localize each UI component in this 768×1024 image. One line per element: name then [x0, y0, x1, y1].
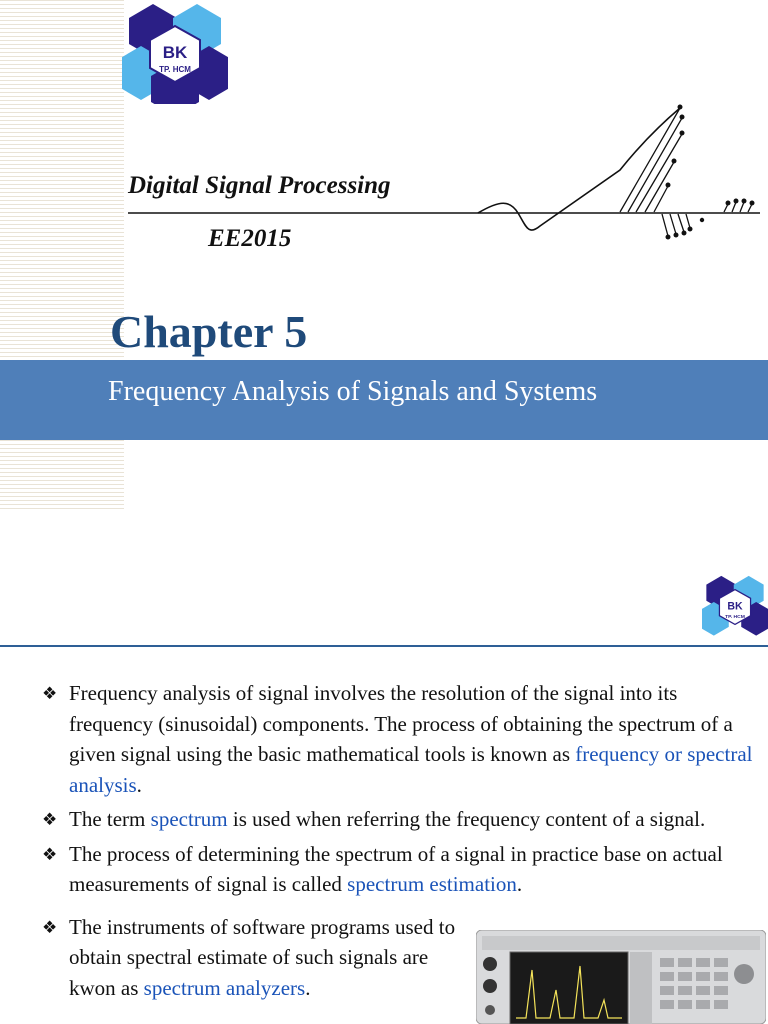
content-slide — [0, 560, 768, 1024]
bullet-text-end: . — [136, 772, 142, 797]
bullet-text: The term — [69, 807, 151, 831]
bullet-text: The process of determining the spectrum of a signal in practice base on actual measurements of signal is called — [69, 841, 723, 896]
diamond-bullet-icon: ❖ — [42, 810, 58, 829]
bullet-item — [42, 912, 469, 1004]
bk-logo-icon — [702, 574, 768, 640]
bullet-text-end: . — [516, 872, 523, 896]
diamond-bullet-icon: ❖ — [42, 844, 58, 864]
bullet-text: The instruments of software programs used to obtain spectral estimate of such signals are kwon as — [69, 914, 456, 1000]
diamond-bullet-icon: ❖ — [42, 917, 58, 937]
logo-sub-text: TP. HCM — [159, 65, 191, 74]
bullet-highlight: spectrum — [150, 807, 228, 831]
bullet-item — [42, 678, 762, 800]
bullet-text-end: is used when referring the frequency content of a signal. — [227, 807, 706, 831]
header-divider — [0, 645, 768, 647]
bullet-item — [42, 804, 762, 835]
course-code: EE2015 — [208, 225, 292, 252]
subtitle-text: Frequency Analysis of Signals and Systems — [108, 376, 598, 407]
spectrum-analyzer-image — [476, 930, 766, 1024]
signal-wave-graphic — [0, 0, 768, 260]
bullet-text-end: . — [305, 975, 311, 1000]
bullet-item — [42, 839, 762, 900]
logo-sub-text: TP. HCM — [725, 614, 745, 621]
bullet-highlight: spectrum estimation — [347, 872, 517, 896]
chapter-heading: Chapter 5 — [110, 306, 308, 357]
bullet-text: Frequency analysis of signal involves the resolution of the signal into its frequency (sinusoidal) components. The process of obtaining the spectrum of a given signal using the basic mathematical tools is known as — [69, 681, 733, 766]
course-title: Digital Signal Processing — [128, 172, 391, 199]
diamond-bullet-icon: ❖ — [42, 684, 58, 703]
logo-main-text: BK — [727, 600, 743, 613]
bullet-highlight: frequency or spectral analysis — [69, 742, 753, 797]
logo-main-text: BK — [162, 43, 188, 62]
bullet-highlight: spectrum analyzers — [143, 975, 306, 1000]
subtitle-banner — [0, 360, 768, 440]
